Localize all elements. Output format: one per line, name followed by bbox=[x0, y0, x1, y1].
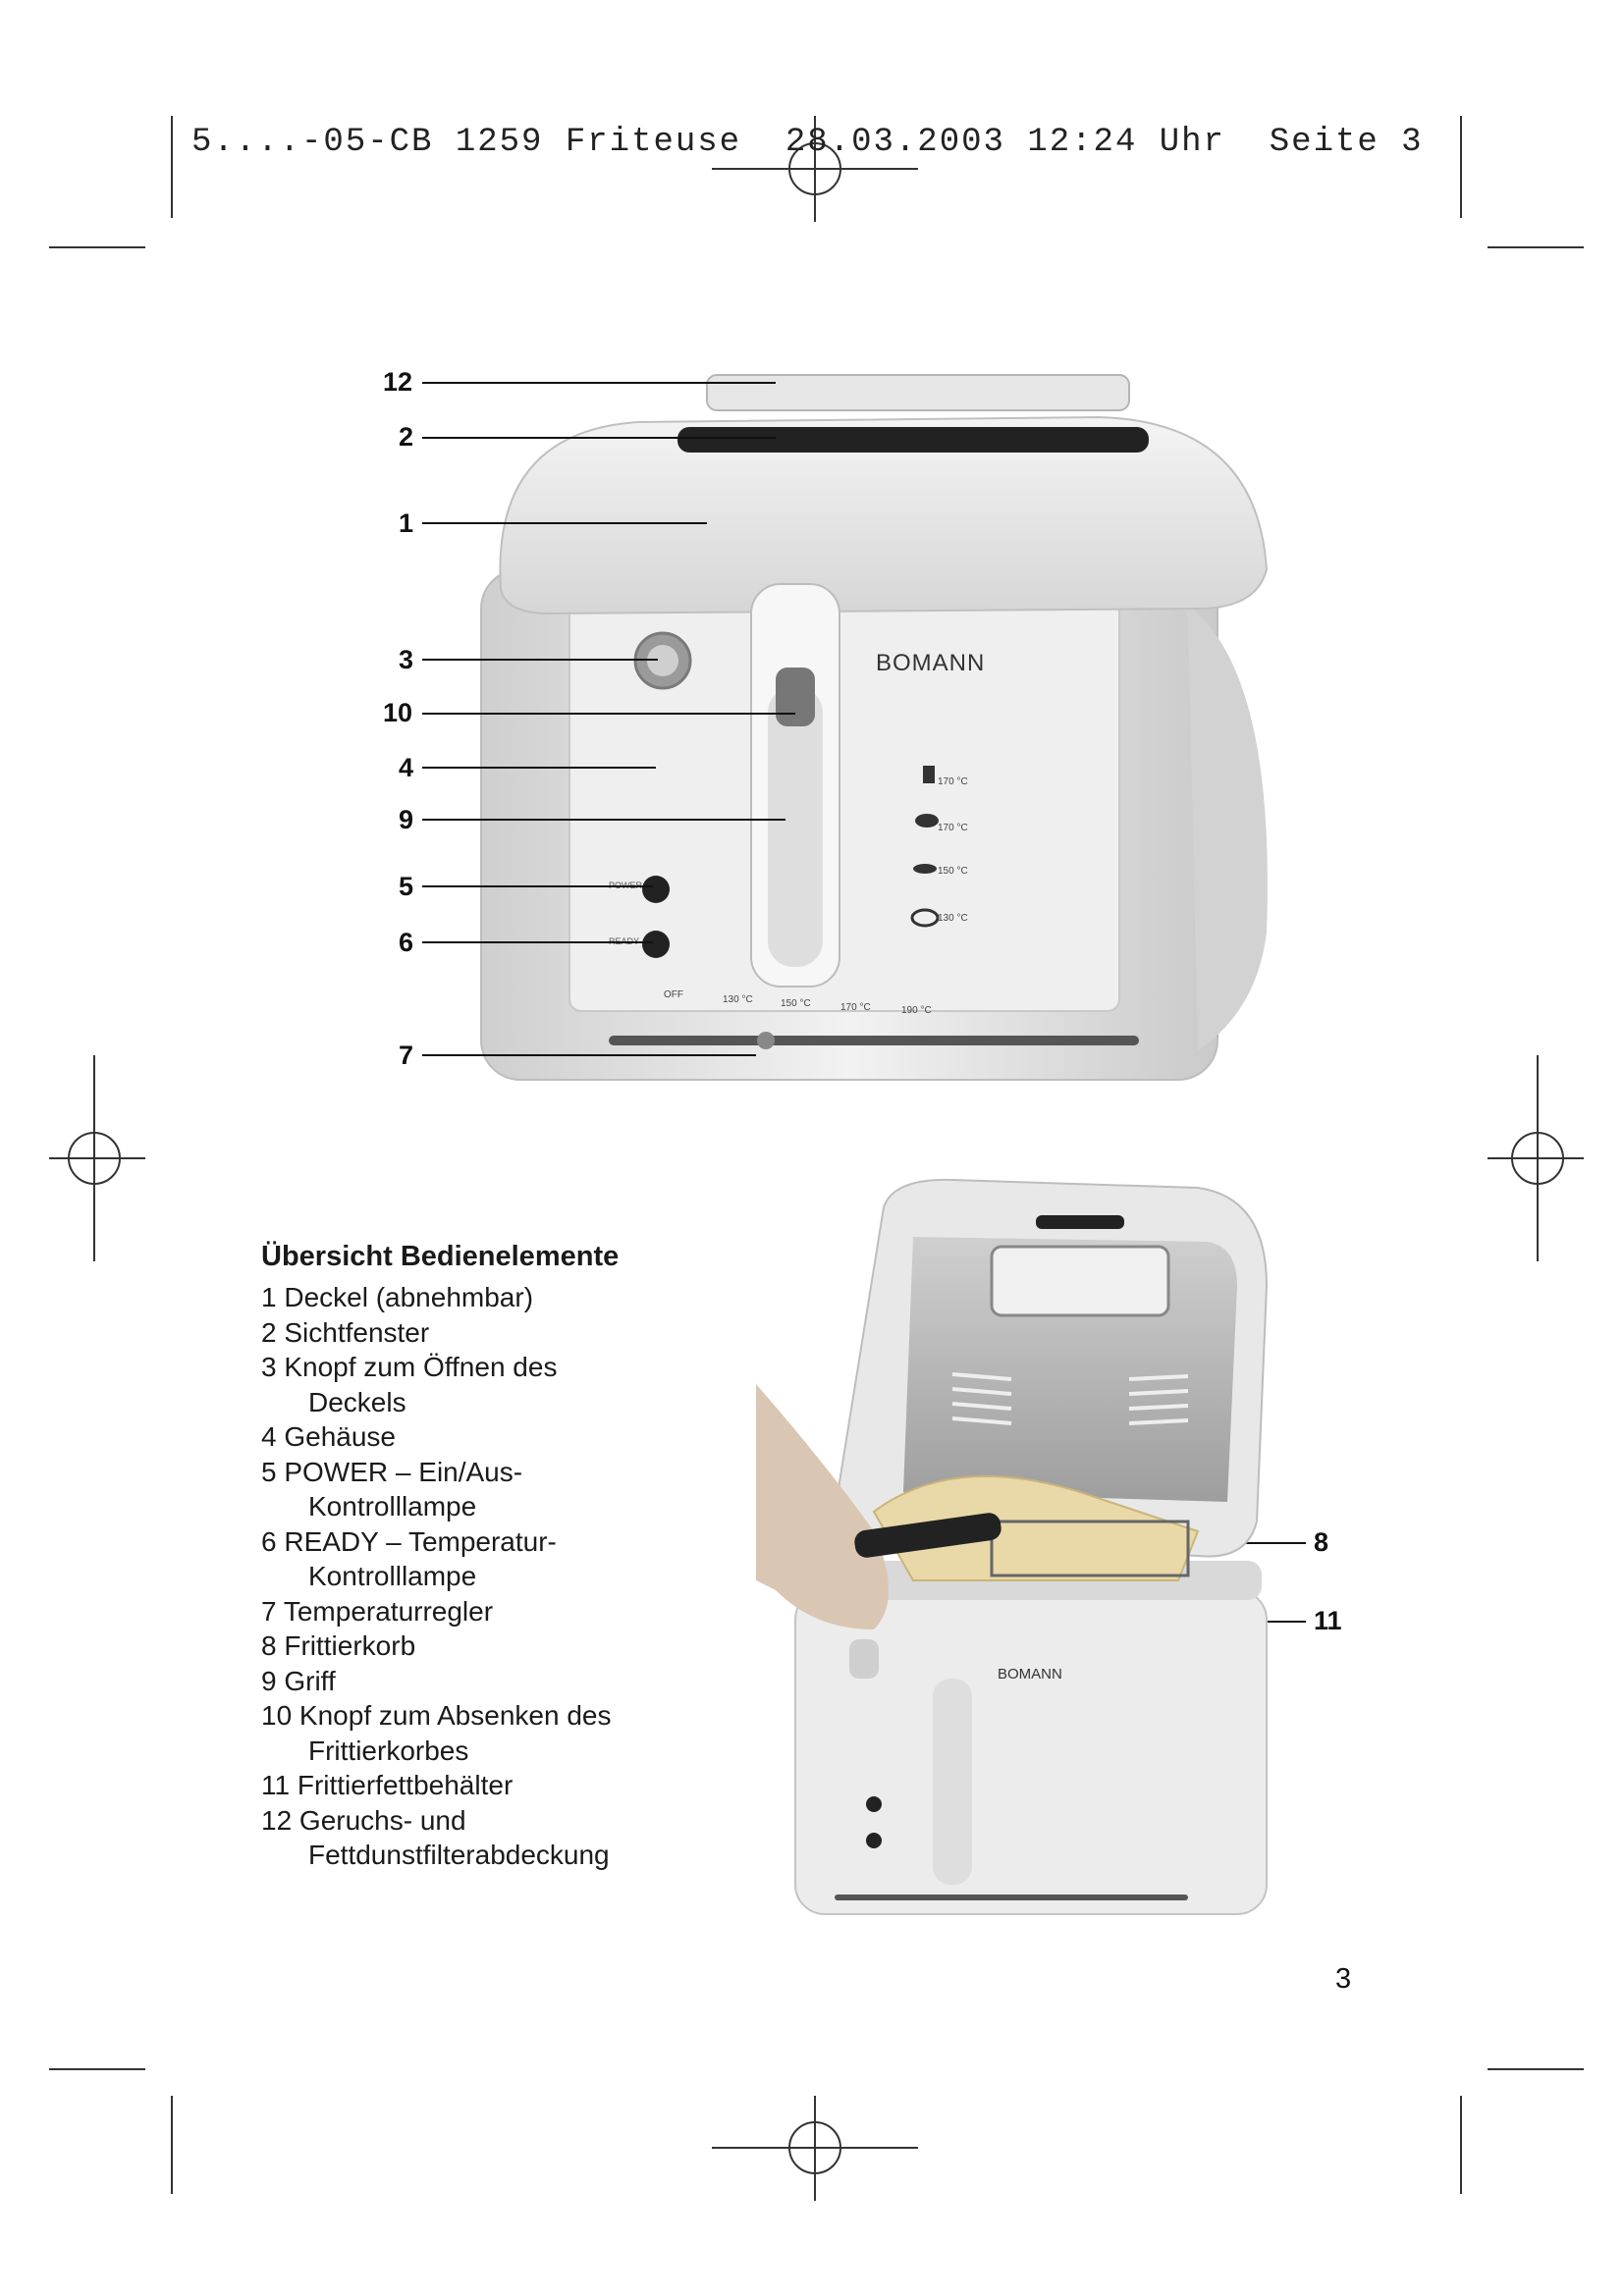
print-slug-header: 5....-05-CB 1259 Friteuse 28.03.2003 12:24 Uhr Seite 3 bbox=[191, 124, 1424, 161]
temp-scale-off: OFF bbox=[664, 989, 683, 1000]
legend-item-continuation: Frittierkorbes bbox=[308, 1735, 469, 1766]
legend-item-label: 1 Deckel (abnehmbar) bbox=[261, 1282, 534, 1312]
legend-item-label: 11 Frittierfettbehälter bbox=[261, 1770, 514, 1800]
callout-5: 5 bbox=[399, 872, 414, 901]
legend-item bbox=[261, 1594, 713, 1629]
legend-item-label: 5 POWER – Ein/Aus- bbox=[261, 1456, 523, 1487]
callout-2: 2 bbox=[399, 422, 414, 452]
callout-6: 6 bbox=[399, 928, 414, 957]
legend-item bbox=[261, 1315, 713, 1351]
controls-legend bbox=[261, 1239, 713, 1873]
page-number: 3 bbox=[1335, 1963, 1352, 1995]
legend-item bbox=[261, 1280, 713, 1315]
legend-item-label: 7 Temperaturregler bbox=[261, 1595, 494, 1627]
legend-item bbox=[261, 1419, 713, 1455]
temp-scale-170: 170 °C bbox=[840, 1002, 871, 1013]
legend-item-continuation: Kontrolllampe bbox=[308, 1561, 477, 1591]
legend-item-label: 10 Knopf zum Absenken des bbox=[261, 1700, 612, 1731]
temp-scale-190: 190 °C bbox=[901, 1005, 932, 1016]
legend-item-label: 6 READY – Temperatur- bbox=[261, 1525, 557, 1557]
legend-item bbox=[261, 1629, 713, 1664]
legend-item-label: 9 Griff bbox=[261, 1665, 336, 1696]
callout-8: 8 bbox=[1314, 1527, 1329, 1557]
legend-item-continuation: Fettdunstfilterabdeckung bbox=[308, 1840, 610, 1870]
legend-item-label: 8 Frittierkorb bbox=[261, 1630, 416, 1661]
legend-item bbox=[261, 1524, 713, 1594]
legend-item bbox=[261, 1350, 713, 1419]
callout-9: 9 bbox=[399, 805, 414, 834]
callout-1: 1 bbox=[399, 508, 414, 538]
callout-12: 12 bbox=[383, 367, 413, 397]
legend-title: Übersicht Bedienelemente bbox=[261, 1241, 620, 1272]
legend-item-continuation: Deckels bbox=[308, 1386, 406, 1417]
legend-item bbox=[261, 1698, 713, 1768]
callout-3: 3 bbox=[399, 645, 414, 674]
power-lamp-label: POWER bbox=[609, 881, 643, 890]
legend-item bbox=[261, 1803, 713, 1873]
callout-11: 11 bbox=[1314, 1606, 1342, 1635]
ready-lamp-label: READY bbox=[609, 936, 640, 946]
legend-item-label: 12 Geruchs- und bbox=[261, 1804, 466, 1836]
callout-7: 7 bbox=[399, 1041, 414, 1070]
legend-item bbox=[261, 1664, 713, 1699]
food-temp-3: 150 °C bbox=[938, 866, 968, 877]
legend-item-label: 3 Knopf zum Öffnen des bbox=[261, 1352, 558, 1382]
legend-item-continuation: Kontrolllampe bbox=[308, 1491, 477, 1522]
temp-scale-150: 150 °C bbox=[781, 998, 811, 1009]
brand-logo-bottom: BOMANN bbox=[998, 1666, 1062, 1682]
legend-item-label: 4 Gehäuse bbox=[261, 1421, 396, 1452]
brand-logo-top: BOMANN bbox=[876, 650, 986, 676]
food-temp-2: 170 °C bbox=[938, 823, 968, 833]
food-temp-1: 170 °C bbox=[938, 776, 968, 787]
food-temp-4: 130 °C bbox=[938, 913, 968, 924]
legend-item bbox=[261, 1455, 713, 1524]
callout-10: 10 bbox=[383, 698, 413, 727]
legend-item-label: 2 Sichtfenster bbox=[261, 1316, 430, 1348]
callout-4: 4 bbox=[399, 753, 414, 782]
legend-item bbox=[261, 1768, 713, 1803]
temp-scale-130: 130 °C bbox=[723, 994, 753, 1005]
